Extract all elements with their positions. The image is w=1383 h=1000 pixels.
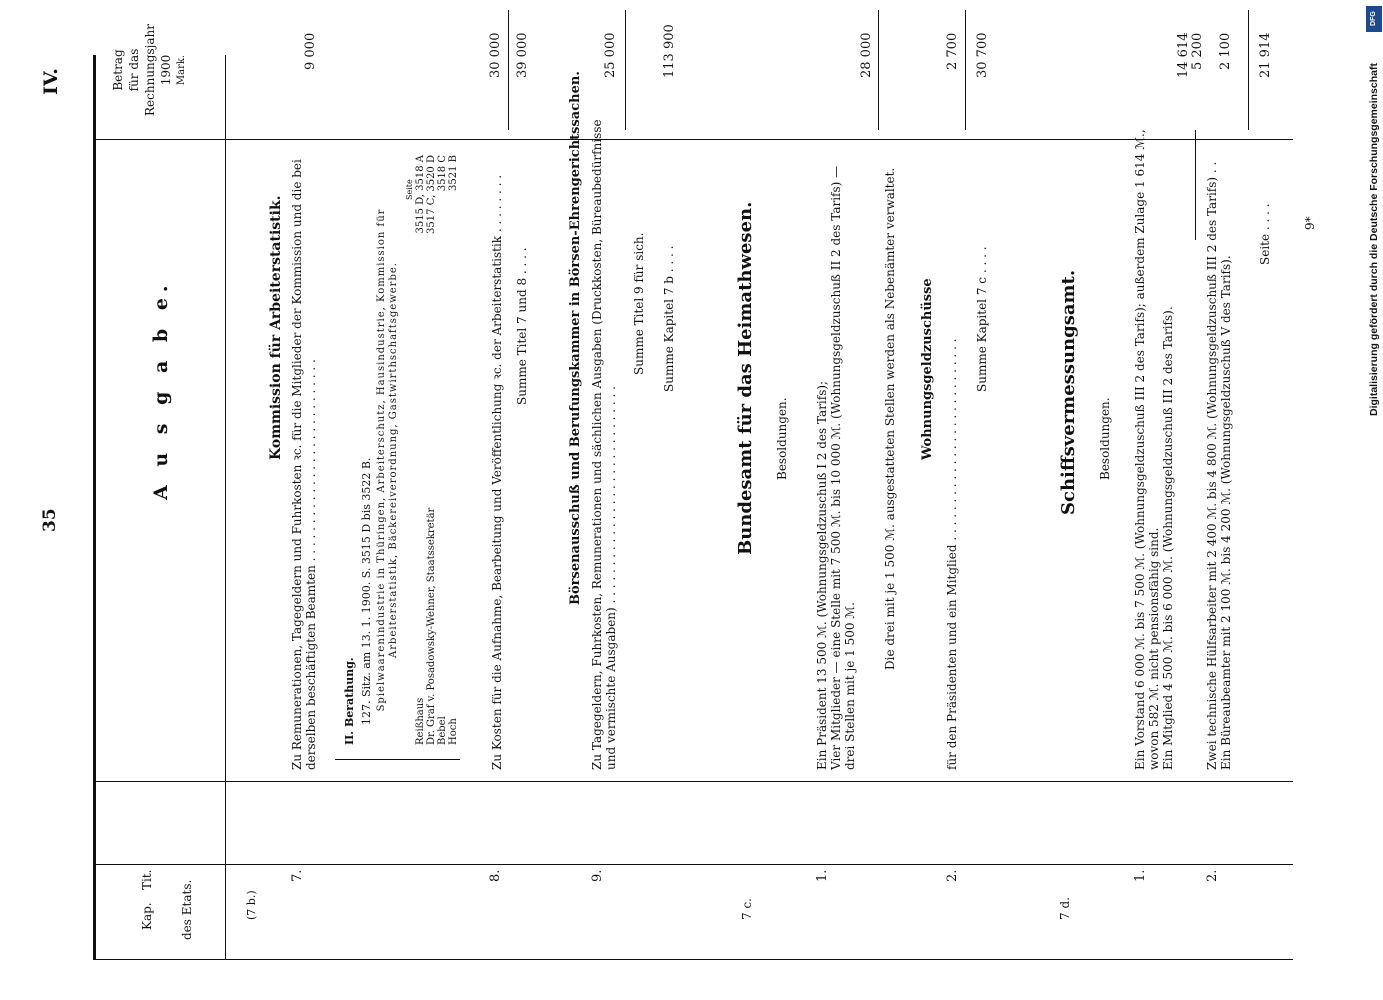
item-7d-2-amount-b: 2 100 [1218,32,1233,70]
item-7d-2-amount-a: 5 200 [1190,32,1205,70]
item-9-tit: 9. [590,869,605,882]
tit-col-rule [93,781,1293,782]
item-7b-8-text: Zu Kosten für die Aufnahme, Bearbeitung und Veröffentlichung ꝛc. der Arbeiterstatistik . . . . . . . . [490,174,504,770]
sum-rule-7d [1248,10,1249,130]
header-bottom-rule [225,55,226,960]
tit-header: Tit. [140,869,154,890]
item-9-text: Zu Tagegeldern, Fuhrkosten, Remunerationen und sächlichen Ausgaben (Druckkosten, Büreaubedürfnisse und vermischte Ausgaben) . . . . . . . . . . . . . . . . . . . . . . . . . . . . . [590,119,618,770]
section-7d-title: Schiffsvermessungsamt. [1058,269,1079,515]
kap-7c-sum-label: Summe Kapitel 7 c . . . . [975,246,989,392]
section-7b-title: Kommission für Arbeiterstatistik. [268,195,284,460]
kap-7b-sum-value: 113 900 [662,24,677,78]
sum-rule-7d-inner [1195,130,1196,240]
sum-rule-7c-2 [965,10,966,130]
section-mark: IV. [40,68,62,95]
left-rule [93,959,1293,960]
item-7b-7-amount: 9 000 [303,32,318,70]
sum-7b-label: Summe Titel 7 und 8 . . . . [515,247,529,405]
item-7c-2-amount: 2 700 [945,32,960,70]
kap-7b-sum-label: Summe Kapitel 7 b . . . . [662,245,676,392]
section-7c-title: Bundesamt für das Heimathwesen. [735,201,756,555]
page-sum-label: Seite . . . . [1258,203,1272,265]
amount-header: Betrag für das Rechnungsjahr 1900 Mark. [110,15,190,125]
debate-topic: Spielwaarenindustrie in Thüringen, Arbeiterschutz, Hausindustrie, Kommission für Arbeiterstatistik, Bäckereiverordnung, Gastwirthschaftsgewerbe. [376,208,399,712]
item-7d-2-text: Zwei technische Hülfsarbeiter mit 2 400 ℳ. bis 4 800 ℳ. (Wohnungsgeldzuschuß III 2 des Tarifs) . . Ein Büreaubeamter mit 2 100 ℳ. bis 4 200 ℳ. (Wohnungsgeldzuschuß V des Tarifs). [1205,161,1233,770]
section-7b-kap: (7 b.) [245,890,258,920]
item-7b-8-tit: 8. [488,869,503,882]
item-7d-1-tit: 1. [1133,869,1148,882]
sum-rule-7c-1 [878,10,879,130]
sum-rule-9 [625,10,626,130]
page-heading: A u s g a b e. [150,279,172,500]
wohnungsgeld-subtitle: Wohnungsgeldzuschüsse [920,278,935,460]
debate-label: II. Berathung. [343,657,356,745]
section-7d-kap: 7 d. [1058,897,1072,920]
debate-speakers: Reißhaus 3515 D, 3518 A Dr. Graf v. Posadowsky-Wehner, Staatssekretär 3517 C, 3520 D Bebel 3518 C Hoch 3521 B [415,155,459,745]
sum-7b-value: 39 000 [515,32,530,78]
item-7b-7-text: Zu Remunerationen, Tagegeldern und Fuhrkosten ꝛc. für die Mitglieder der Kommission und die bei derselben beschäftigten Beamten . . . . . . . . . . . . . . . . . . . . . . . . . . . [290,159,318,770]
item-7b-7-tit: 7. [290,869,305,882]
section-boersen-title: Börsenausschuß und Berufungskammer in Börsen-Ehrengerichtssachen. [568,71,583,605]
item-7c-2-tit: 2. [945,869,960,882]
item-7d-2-tit: 2. [1205,869,1220,882]
digitization-note: Digitalisierung gefördert durch die Deutsche Forschungsgemeinschaft [1368,63,1380,416]
amount-col-rule [93,139,1293,140]
item-7d-1-amount: 14 614 [1176,32,1191,78]
item-7b-8-amount: 30 000 [488,32,503,78]
seite-label: Seite [405,179,414,200]
item-9-amount: 25 000 [603,32,618,78]
item-7c-note: Die drei mit je 1 500 ℳ. ausgestatteten Stellen werden als Nebenämter verwaltet. [883,167,897,670]
digitization-sidebar [1363,6,1383,994]
kap-header: Kap. [140,902,154,930]
unit-label: Mark. [176,54,187,86]
section-7c-subtitle: Besoldungen. [775,397,789,480]
signature-mark: 9* [1303,216,1317,230]
section-7c-kap: 7 c. [740,898,754,920]
debate-bracket [335,759,460,760]
item-7c-2-text: für den Präsidenten und ein Mitglied . . . . . . . . . . . . . . . . . . . . . . . . . . . [945,338,959,770]
item-7c-1-text: Ein Präsident 13 500 ℳ. (Wohnungsgeldzuschuß I 2 des Tarifs); Vier Mitglieder — eine Stelle mit 7 500 ℳ. bis 10 000 ℳ. (Wohnungsgeldzuschuß II 2 des Tarifs) — drei Stellen mit je 1 500 ℳ. [815,165,857,770]
debate-session: 127. Sitz. am 13. 1. 1900. S. 3515 D bis 3522 B. [360,457,373,725]
top-rule [93,55,96,960]
sum-9-label: Summe Titel 9 für sich. [632,232,646,375]
kap-7c-sum-value: 30 700 [975,32,990,78]
page-sum-value: 21 914 [1258,32,1273,78]
section-7d-subtitle: Besoldungen. [1098,397,1112,480]
des-etats-header: des Etats. [180,879,194,940]
kap-col-rule [93,864,1293,865]
item-7d-1-text: Ein Vorstand 6 000 ℳ. bis 7 500 ℳ. (Wohnungsgeldzuschuß III 2 des Tarifs); außerdem Zulage 1 614 ℳ., wovon 582 ℳ. nicht pensionsfähig sind. Ein Mitglied 4 500 ℳ. bis 6 000 ℳ. (Wohnungsgeldzuschuß III 2 des Tarifs). [1133,129,1175,770]
item-7c-1-tit: 1. [815,869,830,882]
page-number: 35 [40,508,60,532]
item-7c-1-amount: 28 000 [859,32,874,78]
dfg-logo: DFG [1366,6,1382,32]
sum-rule-7b [508,10,509,130]
